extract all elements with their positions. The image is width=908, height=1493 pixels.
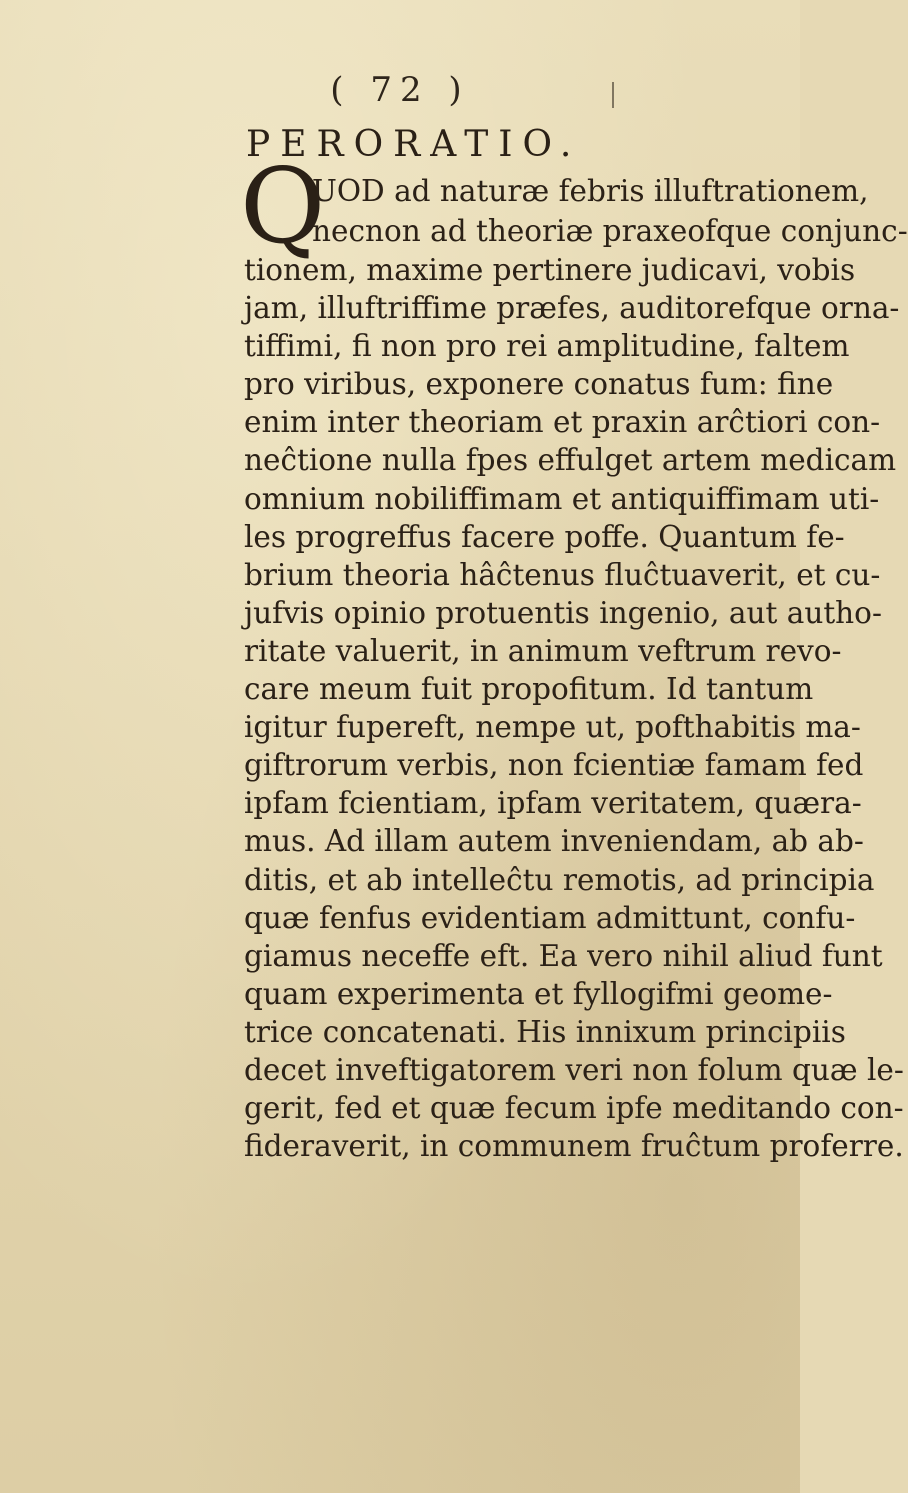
- text-line: brium theoria hâĉtenus fluĉtuaverit, et cu-: [244, 557, 881, 592]
- text-line: decet inveftigatorem veri non folum quæ le-: [244, 1052, 904, 1087]
- text-line: jam, illuftriffime præfes, auditorefque orna-: [244, 291, 900, 326]
- text-line: les progreffus facere poffe. Quantum fe-: [244, 519, 845, 554]
- text-line: care meum fuit propofitum. Id tantum: [244, 672, 814, 707]
- margin-mark: [612, 82, 614, 108]
- text-line: UOD ad naturæ febris illuftrationem,: [312, 174, 869, 208]
- text-line: fideraverit, in communem fruĉtum proferre.: [244, 1129, 904, 1164]
- text-line: igitur fupereft, nempe ut, pofthabitis ma-: [244, 710, 861, 745]
- text-line: giamus neceffe eft. Ea vero nihil aliud funt: [244, 938, 883, 973]
- text-line: tionem, maxime pertinere judicavi, vobis: [244, 253, 856, 287]
- text-line: quam experimenta et fyllogifmi geome-: [244, 976, 833, 1011]
- text-line: omnium nobiliffimam et antiquiffimam uti-: [244, 481, 880, 516]
- text-line: trice concatenati. His innixum principiis: [244, 1014, 846, 1049]
- text-line: ditis, et ab intelleĉtu remotis, ad principia: [244, 862, 875, 897]
- text-line: tiffimi, fi non pro rei amplitudine, faltem: [244, 329, 850, 364]
- text-line: necnon ad theoriæ praxeofque conjunc-: [312, 213, 908, 248]
- text-line: giftrorum verbis, non fcientiæ famam fed: [244, 748, 864, 783]
- text-line: ipfam fcientiam, ipfam veritatem, quæra-: [244, 786, 862, 821]
- text-line: enim inter theoriam et praxin arĉtiori con-: [244, 405, 881, 440]
- text-line: quæ fenfus evidentiam admittunt, confu-: [244, 900, 856, 935]
- body-paragraph: [244, 251, 904, 1165]
- text-line: ritate valuerit, in animum veftrum revo-: [244, 633, 842, 668]
- text-line: mus. Ad illam autem inveniendam, ab ab-: [244, 824, 864, 859]
- text-line: pro viribus, exponere conatus fum: fine: [244, 367, 834, 402]
- page-number: ( 72 ): [330, 70, 470, 110]
- text-line: gerit, fed et quæ fecum ipfe meditando con-: [244, 1091, 904, 1126]
- section-heading: PERORATIO.: [246, 124, 582, 165]
- drop-cap-initial: Q: [240, 145, 326, 267]
- text-line: neĉtione nulla fpes effulget artem medicam: [244, 443, 897, 478]
- text-line: jufvis opinio protuentis ingenio, aut autho-: [244, 595, 882, 630]
- opening-lines: [246, 172, 908, 251]
